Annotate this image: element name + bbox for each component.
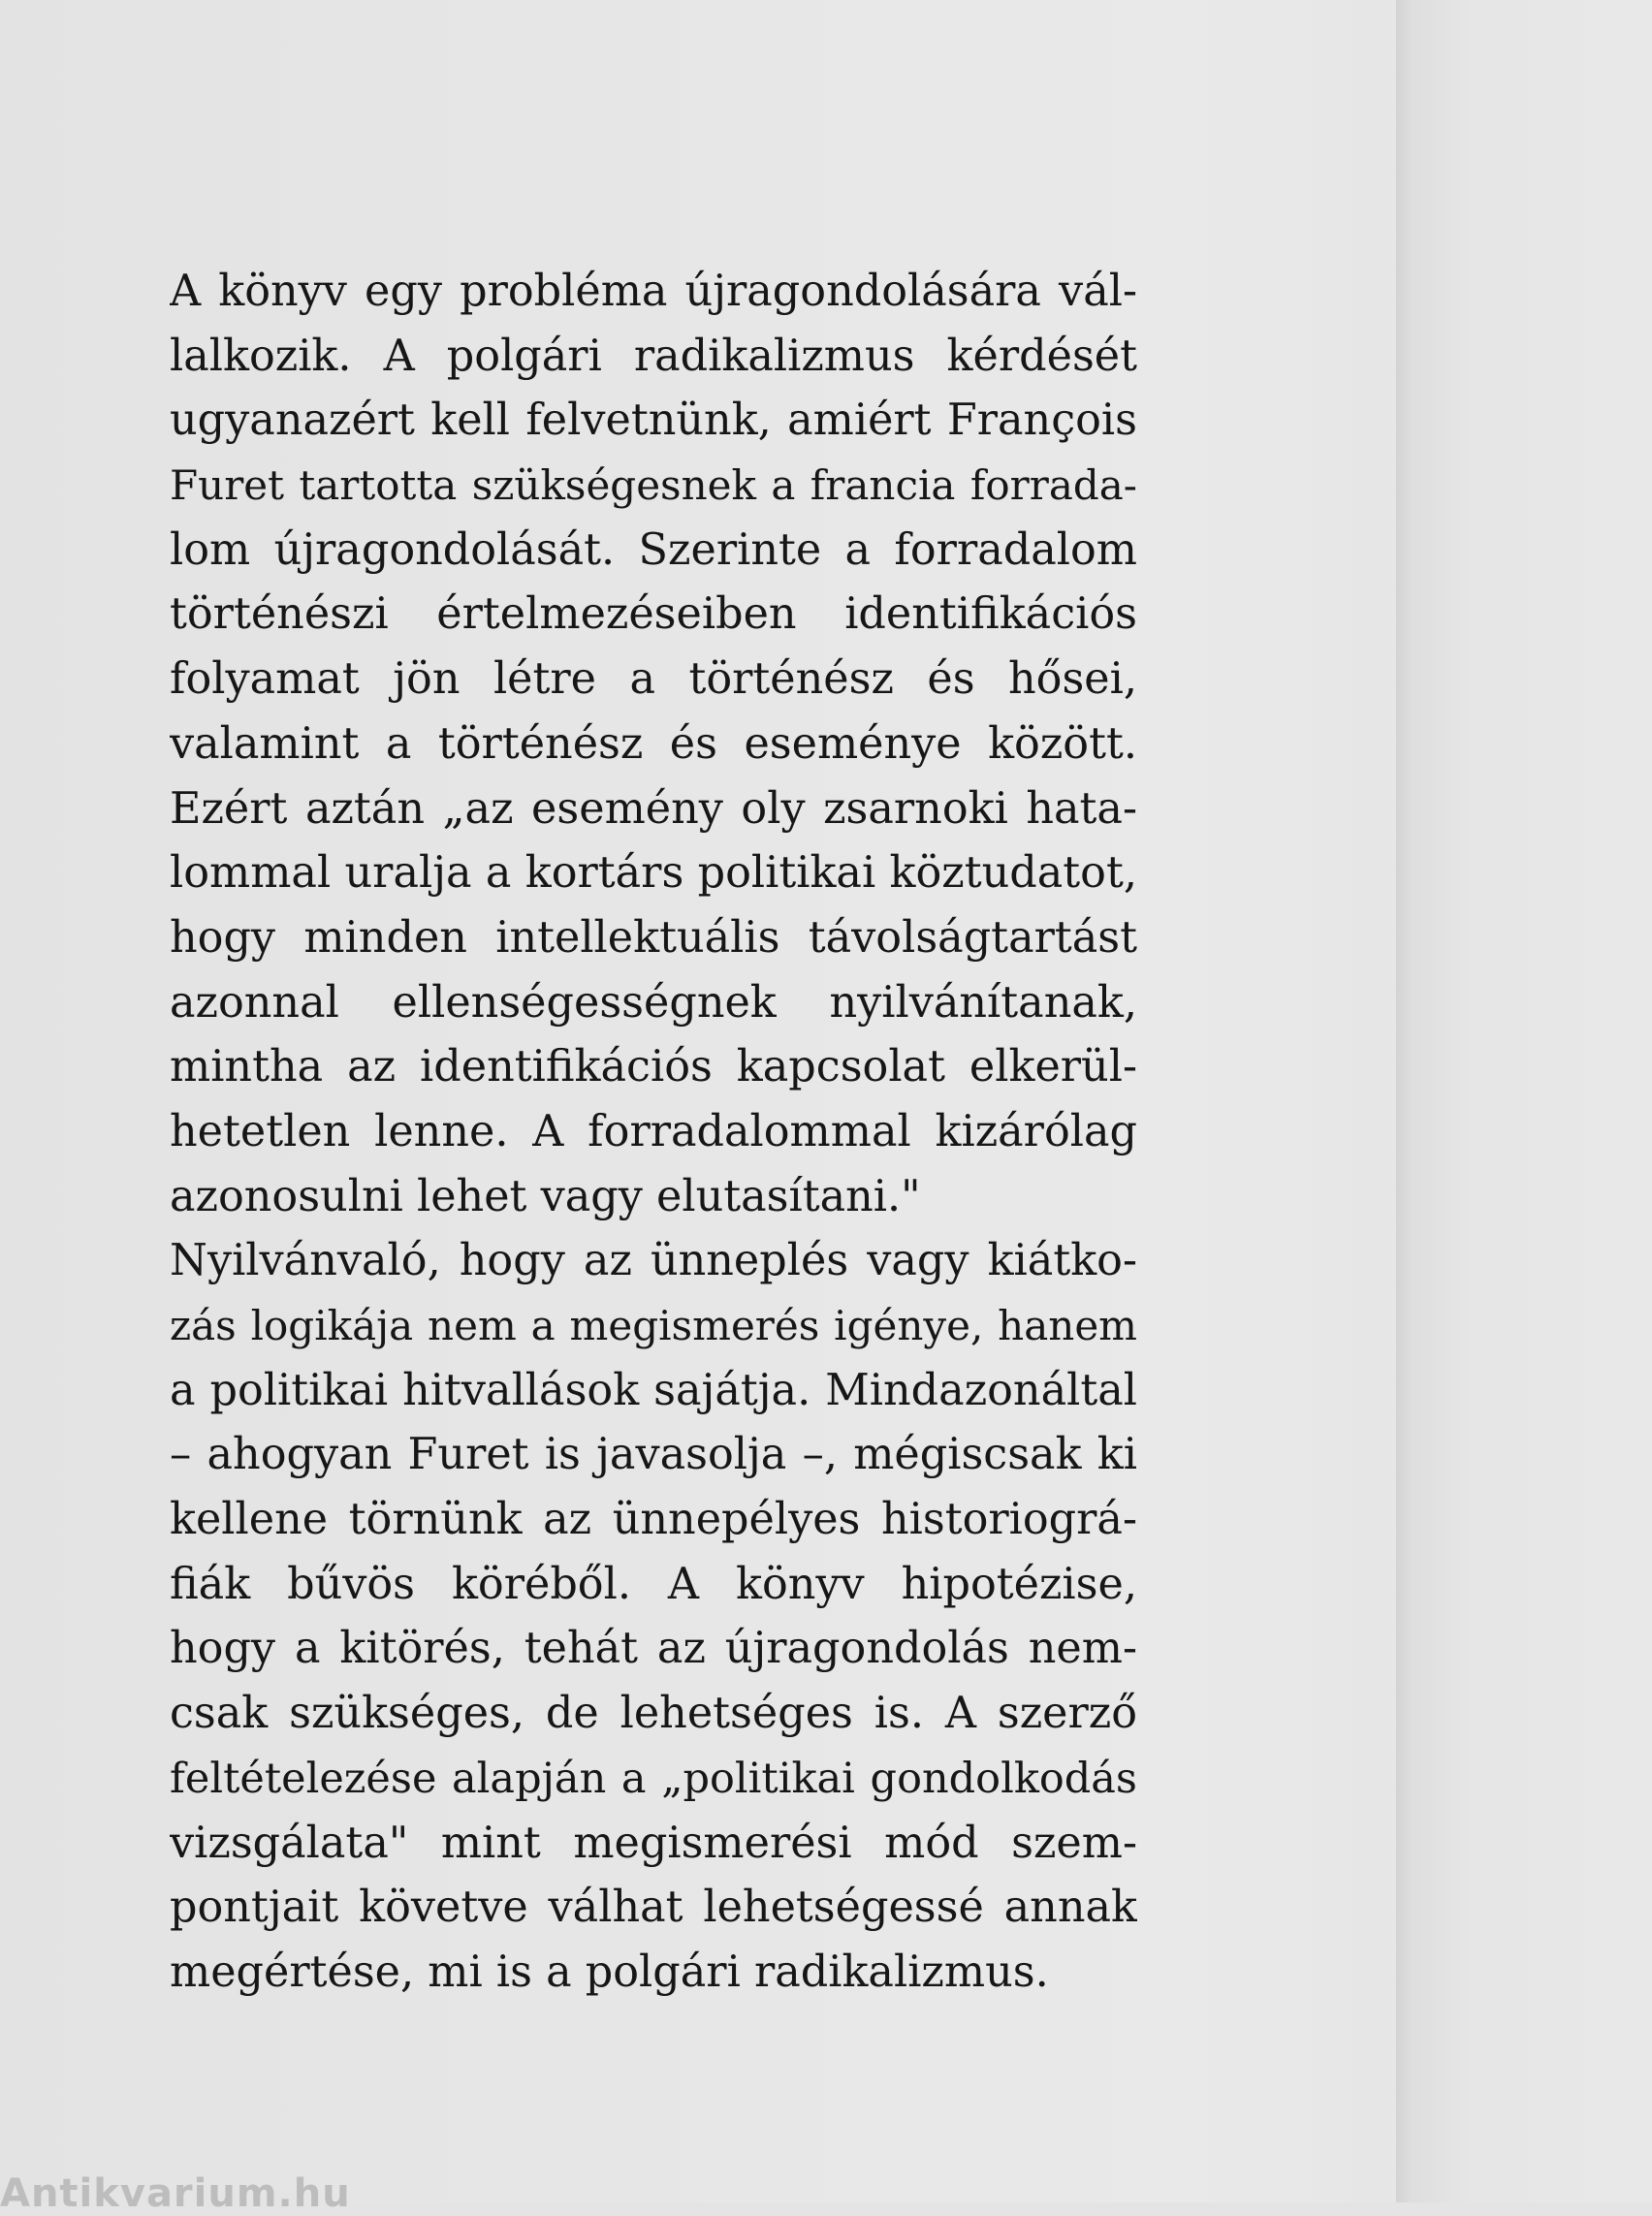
- text-line: csak szükséges, de lehetséges is. A szerző: [170, 1689, 1137, 1739]
- text-line: feltételezése alapján a „politikai gondolkodás: [170, 1754, 1137, 1803]
- text-line: ugyanazért kell felvetnünk, amiért François: [170, 396, 1137, 446]
- text-line: megértése, mi is a polgári radikalizmus.: [170, 1947, 1049, 1997]
- text-line: hetetlen lenne. A forradalommal kizárólag: [170, 1106, 1137, 1156]
- text-line: történészi értelmezéseiben identifikációs: [170, 589, 1137, 640]
- text-line: valamint a történész és eseménye között.: [170, 718, 1137, 769]
- text-line: folyamat jön létre a történész és hősei,: [170, 654, 1137, 705]
- watermark: Antikvarium.hu: [0, 2171, 351, 2216]
- text-line: a politikai hitvallások sajátja. Mindazonáltal: [170, 1365, 1137, 1415]
- text-line: lalkozik. A polgári radikalizmus kérdését: [170, 331, 1137, 381]
- text-line: zás logikája nem a megismerés igénye, hanem: [170, 1302, 1137, 1349]
- text-line: Furet tartotta szükségesnek a francia forrada-: [170, 461, 1137, 510]
- page-edge-shadow: [1396, 0, 1652, 2202]
- text-line: lommal uralja a kortárs politikai köztudatot,: [170, 848, 1137, 899]
- text-line: mintha az identifikációs kapcsolat elkerül-: [170, 1042, 1137, 1092]
- text-line: lom újragondolását. Szerinte a forradalom: [170, 524, 1137, 575]
- text-line: pontjait követve válhat lehetségessé annak: [170, 1883, 1137, 1933]
- text-line: hogy a kitörés, tehát az újragondolás nem-: [170, 1624, 1137, 1674]
- text-line: fiák bűvös köréből. A könyv hipotézise,: [170, 1559, 1137, 1609]
- text-line: Ezért aztán „az esemény oly zsarnoki hata-: [170, 783, 1137, 834]
- text-line: A könyv egy probléma újragondolására vál-: [170, 267, 1137, 316]
- text-line: – ahogyan Furet is javasolja –, mégiscsak ki: [170, 1430, 1137, 1480]
- text-line: vizsgálata" mint megismerési mód szem-: [170, 1818, 1137, 1868]
- text-line: Nyilvánvaló, hogy az ünneplés vagy kiátko-: [170, 1236, 1137, 1286]
- text-line: hogy minden intellektuális távolságtartást: [170, 912, 1137, 963]
- text-line: azonosulni lehet vagy elutasítani.": [170, 1171, 921, 1221]
- body-text: [170, 260, 1137, 2006]
- text-line: azonnal ellenségességnek nyilvánítanak,: [170, 977, 1137, 1028]
- text-line: kellene törnünk az ünnepélyes historiográ-: [170, 1495, 1137, 1545]
